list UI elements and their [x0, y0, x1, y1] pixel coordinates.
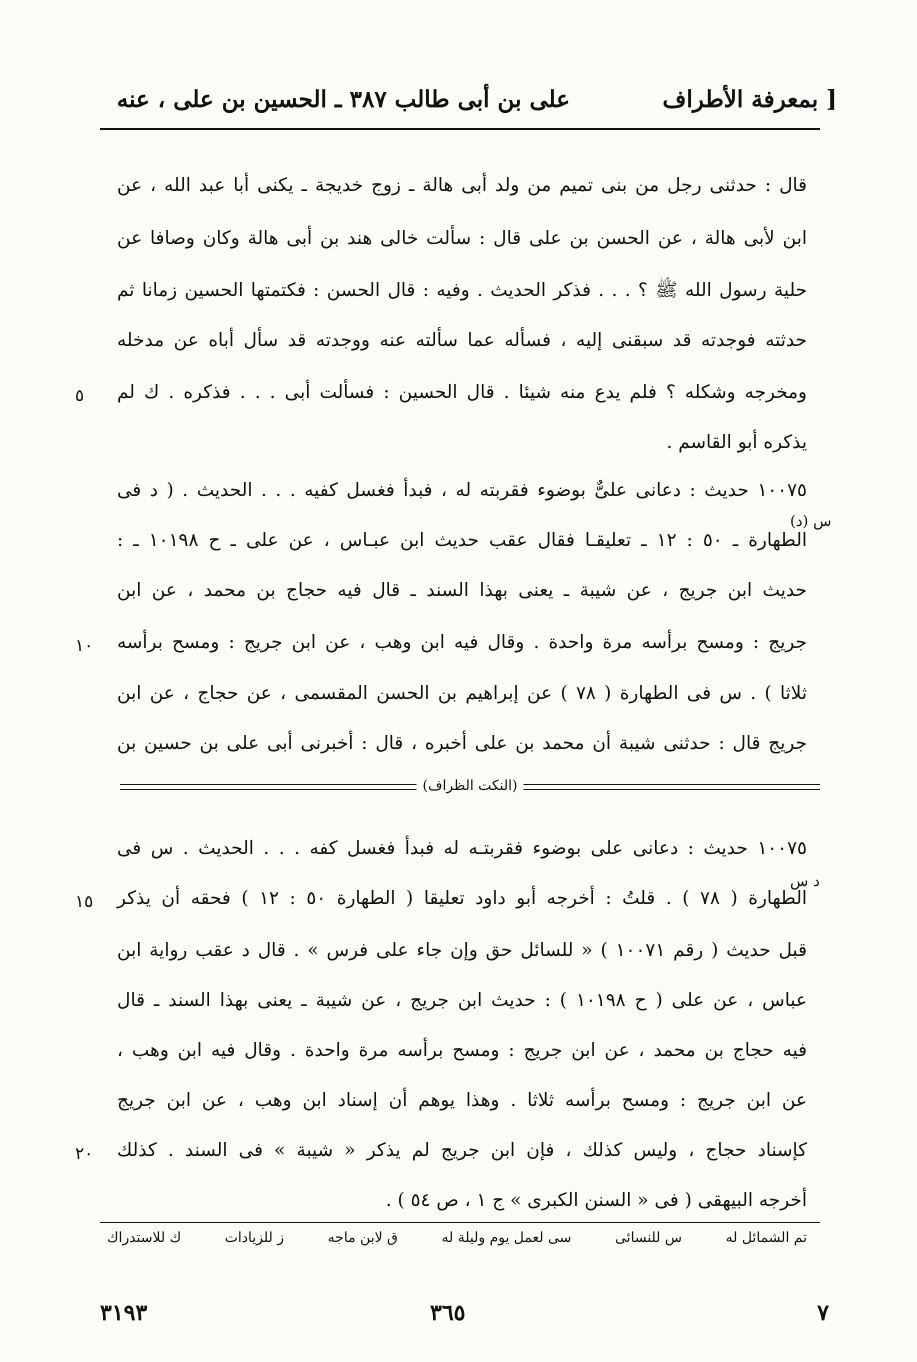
text-line: ١٠٠٧٥ حديث : دعانى على بوضوء فقربتـه له فبدأ فغسل كفه . . . الحديث . س فى — [117, 838, 807, 859]
text-line: قال : حدثنى رجل من بنى تميم من ولد أبى هالة ـ زوج خديجة ـ يكنى أبا عبد الله ، عن — [117, 175, 807, 196]
separator-label: (النكت الظراف) — [417, 778, 524, 794]
text-line: جريج قال : حدثنى شيبة أن محمد بن على أخبره ، قال : أخبرنى أبى على بن حسين بن — [117, 733, 807, 754]
footer-legend — [107, 1230, 807, 1246]
page-number-right: ٧ — [817, 1300, 829, 1326]
running-head-right: بمعرفة الأطراف ] — [662, 86, 837, 113]
legend-item: ق لابن ماجه — [327, 1230, 398, 1246]
page-number-center: ٣٦٥ — [430, 1300, 466, 1326]
text-line: حلية رسول الله ﷺ ؟ . . . فذكر الحديث . وفيه : قال الحسن : فكتمتها الحسين زمانا ثم — [117, 280, 807, 301]
line-number: ١٥ — [75, 892, 94, 912]
line-number: ٥ — [75, 386, 85, 406]
legend-item: س للنسائى — [615, 1230, 682, 1246]
text-line: عن ابن جريج : ومسح برأسه ثلاثا . وهذا يوهم أن إسناد ابن وهب ، عن ابن جريج — [117, 1090, 807, 1111]
text-line: ١٠٠٧٥ حديث : دعانى علىٌّ بوضوء فقربته له ، فبدأ فغسل كفيه . . . الحديث . ( د فى — [117, 480, 807, 501]
text-line: يذكره أبو القاسم . — [666, 432, 807, 453]
margin-siglum: (د) س — [790, 512, 832, 530]
legend-item: سى لعمل يوم وليلة له — [441, 1230, 572, 1246]
text-line: الطهارة ـ ٥٠ : ١٢ ـ تعليقـا فقال عقب حديث ابن عبـاس ، عن على ـ ح ١٠١٩٨ ـ : — [117, 530, 807, 551]
text-line: عباس ، عن على ( ح ١٠١٩٨ ) : حديث ابن جريج ، عن شيبة ـ يعنى بهذا السند ـ قال — [117, 990, 807, 1011]
legend-item: ز للزيادات — [224, 1230, 285, 1246]
legend-item: ك للاستدراك — [107, 1230, 182, 1246]
text-line: ثلاثا ) . س فى الطهارة ( ٧٨ ) عن إبراهيم بن الحسن المقسمى ، عن حجاج ، عن ابن — [117, 683, 807, 704]
text-line: كإسناد حجاج ، وليس كذلك ، فإن ابن جريج لم يذكر « شيبة » فى السند . كذلك — [117, 1140, 807, 1161]
line-number: ٢٠ — [75, 1144, 94, 1164]
legend-item: تم الشمائل له — [725, 1230, 807, 1246]
text-line: جريج : ومسح برأسه مرة واحدة . وقال فيه ابن وهب ، عن ابن جريج : ومسح برأسه — [117, 632, 807, 653]
text-line: أخرجه البيهقى ( فى « السنن الكبرى » ج ١ ، ص ٥٤ ) . — [385, 1190, 807, 1211]
line-number: ١٠ — [75, 636, 94, 656]
page-number-left: ٣١٩٣ — [100, 1300, 148, 1326]
header-rule — [100, 128, 820, 130]
separator-nukat — [120, 778, 820, 800]
text-line: ومخرجه وشكله ؟ فلم يدع منه شيئا . قال الحسين : فسألت أبى . . . فذكره . ك لم — [117, 382, 807, 403]
text-line: ابن لأبى هالة ، عن الحسن بن على قال : سألت خالى هند بن أبى هالة وكان وصافا عن — [117, 228, 807, 249]
text-line: فيه حجاج بن محمد ، عن ابن جريج : ومسح برأسه مرة واحدة . وقال فيه ابن وهب ، — [117, 1040, 807, 1061]
footer-rule — [100, 1222, 820, 1223]
margin-siglum: د س — [790, 872, 820, 890]
text-line: قبل حديث ( رقم ١٠٠٧١ ) « للسائل حق وإن جاء على فرس » . قال د عقب رواية ابن — [117, 940, 807, 961]
running-head-center: على بن أبى طالب ٣٨٧ ـ الحسين بن على ، عنه — [116, 86, 570, 113]
text-line: الطهارة ( ٧٨ ) . قلتُ : أخرجه أبو داود تعليقا ( الطهارة ٥٠ : ١٢ ) فحقه أن يذكر — [117, 888, 807, 909]
text-line: حديث ابن جريج ، عن شيبة ـ يعنى بهذا السند ـ قال فيه حجاج بن محمد ، عن ابن — [117, 580, 807, 601]
text-line: حدثته فوجدته قد سبقنى إليه ، فسأله عما سألته عنه ووجدته قد سأل أباه عن مدخله — [117, 330, 807, 351]
